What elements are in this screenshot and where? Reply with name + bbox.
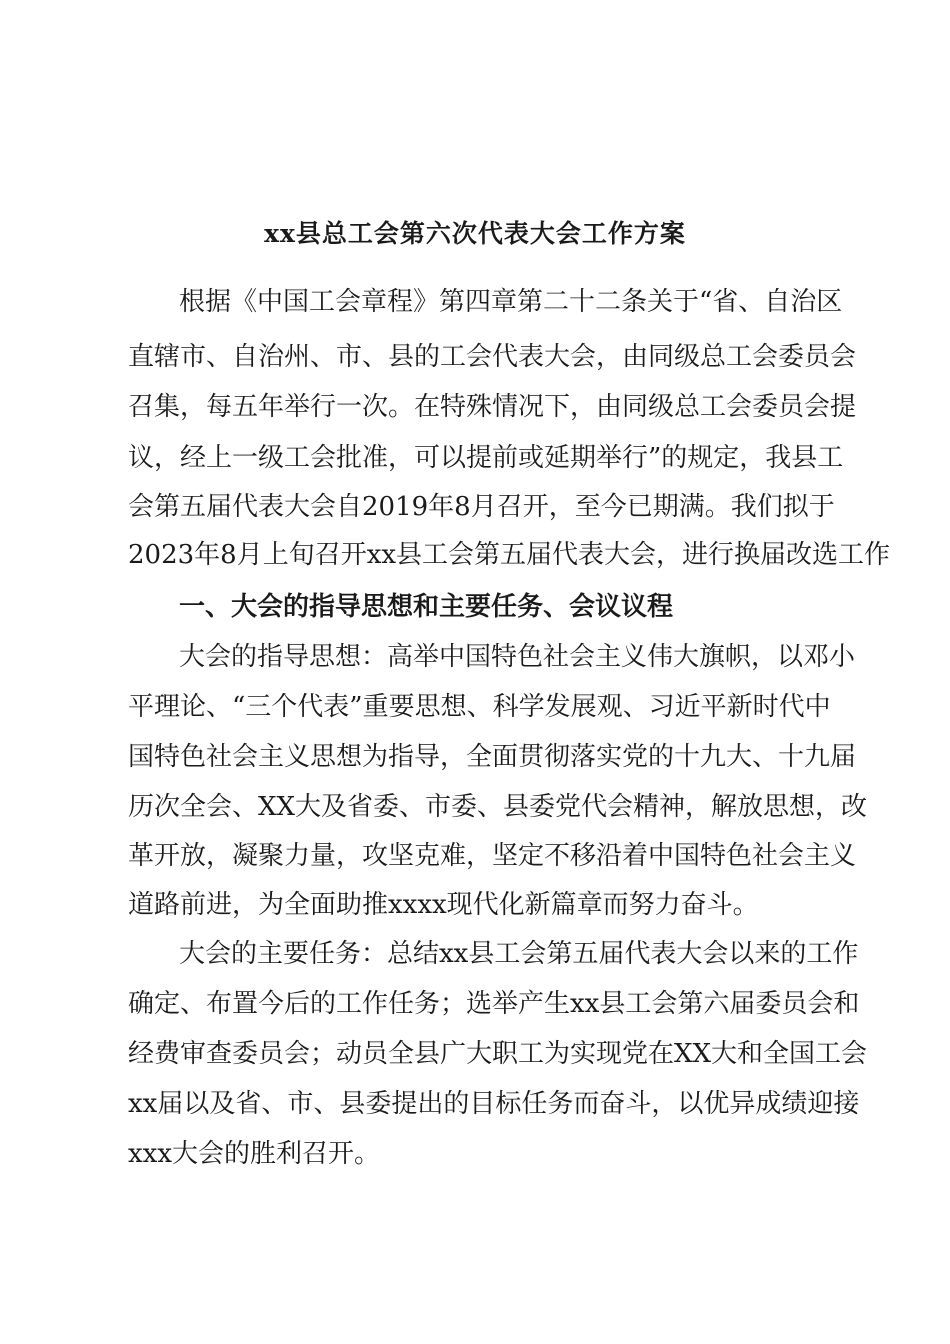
task-line: 确定、布置今后的工作任务；选举产生xx县工会第六届委员会和 xyxy=(128,989,860,1019)
guiding-line: 革开放，凝聚力量，攻坚克难，坚定不移沿着中国特色社会主义 xyxy=(128,841,857,871)
guiding-line: 历次全会、XX大及省委、市委、县委党代会精神，解放思想，改 xyxy=(128,792,868,822)
intro-line: 召集，每五年举行一次。在特殊情况下，由同级总工会委员会提 xyxy=(128,392,857,422)
guiding-line: 道路前进，为全面助推xxxx现代化新篇章而努力奋斗。 xyxy=(128,890,759,920)
intro-line: 直辖市、自治州、市、县的工会代表大会，由同级总工会委员会 xyxy=(128,342,857,372)
guiding-line: 平理论、“三个代表”重要思想、科学发展观、习近平新时代中 xyxy=(128,692,831,722)
task-line: xx届以及省、市、县委提出的目标任务而奋斗，以优异成绩迎接 xyxy=(128,1089,860,1119)
intro-line: 根据《中国工会章程》第四章第二十二条关于“省、自治区 xyxy=(179,287,843,317)
task-line: 大会的主要任务：总结xx县工会第五届代表大会以来的工作 xyxy=(179,939,859,969)
document-title: xx县总工会第六次代表大会工作方案 xyxy=(264,219,686,248)
intro-line: 会第五届代表大会自2019年8月召开，至今已期满。我们拟于 xyxy=(128,492,835,522)
intro-line: 议，经上一级工会批准，可以提前或延期举行”的规定，我县工 xyxy=(128,443,844,473)
task-line: xxx大会的胜利召开。 xyxy=(128,1139,380,1169)
guiding-line: 大会的指导思想：高举中国特色社会主义伟大旗帜，以邓小 xyxy=(179,642,856,672)
guiding-line: 国特色社会主义思想为指导，全面贯彻落实党的十九大、十九届 xyxy=(128,742,857,772)
task-line: 经费审查委员会；动员全县广大职工为实现党在XX大和全国工会 xyxy=(128,1039,868,1069)
section-heading: 一、大会的指导思想和主要任务、会议议程 xyxy=(179,592,674,622)
intro-line: 2023年8月上旬召开xx县工会第五届代表大会，进行换届改选工作 xyxy=(128,540,891,570)
